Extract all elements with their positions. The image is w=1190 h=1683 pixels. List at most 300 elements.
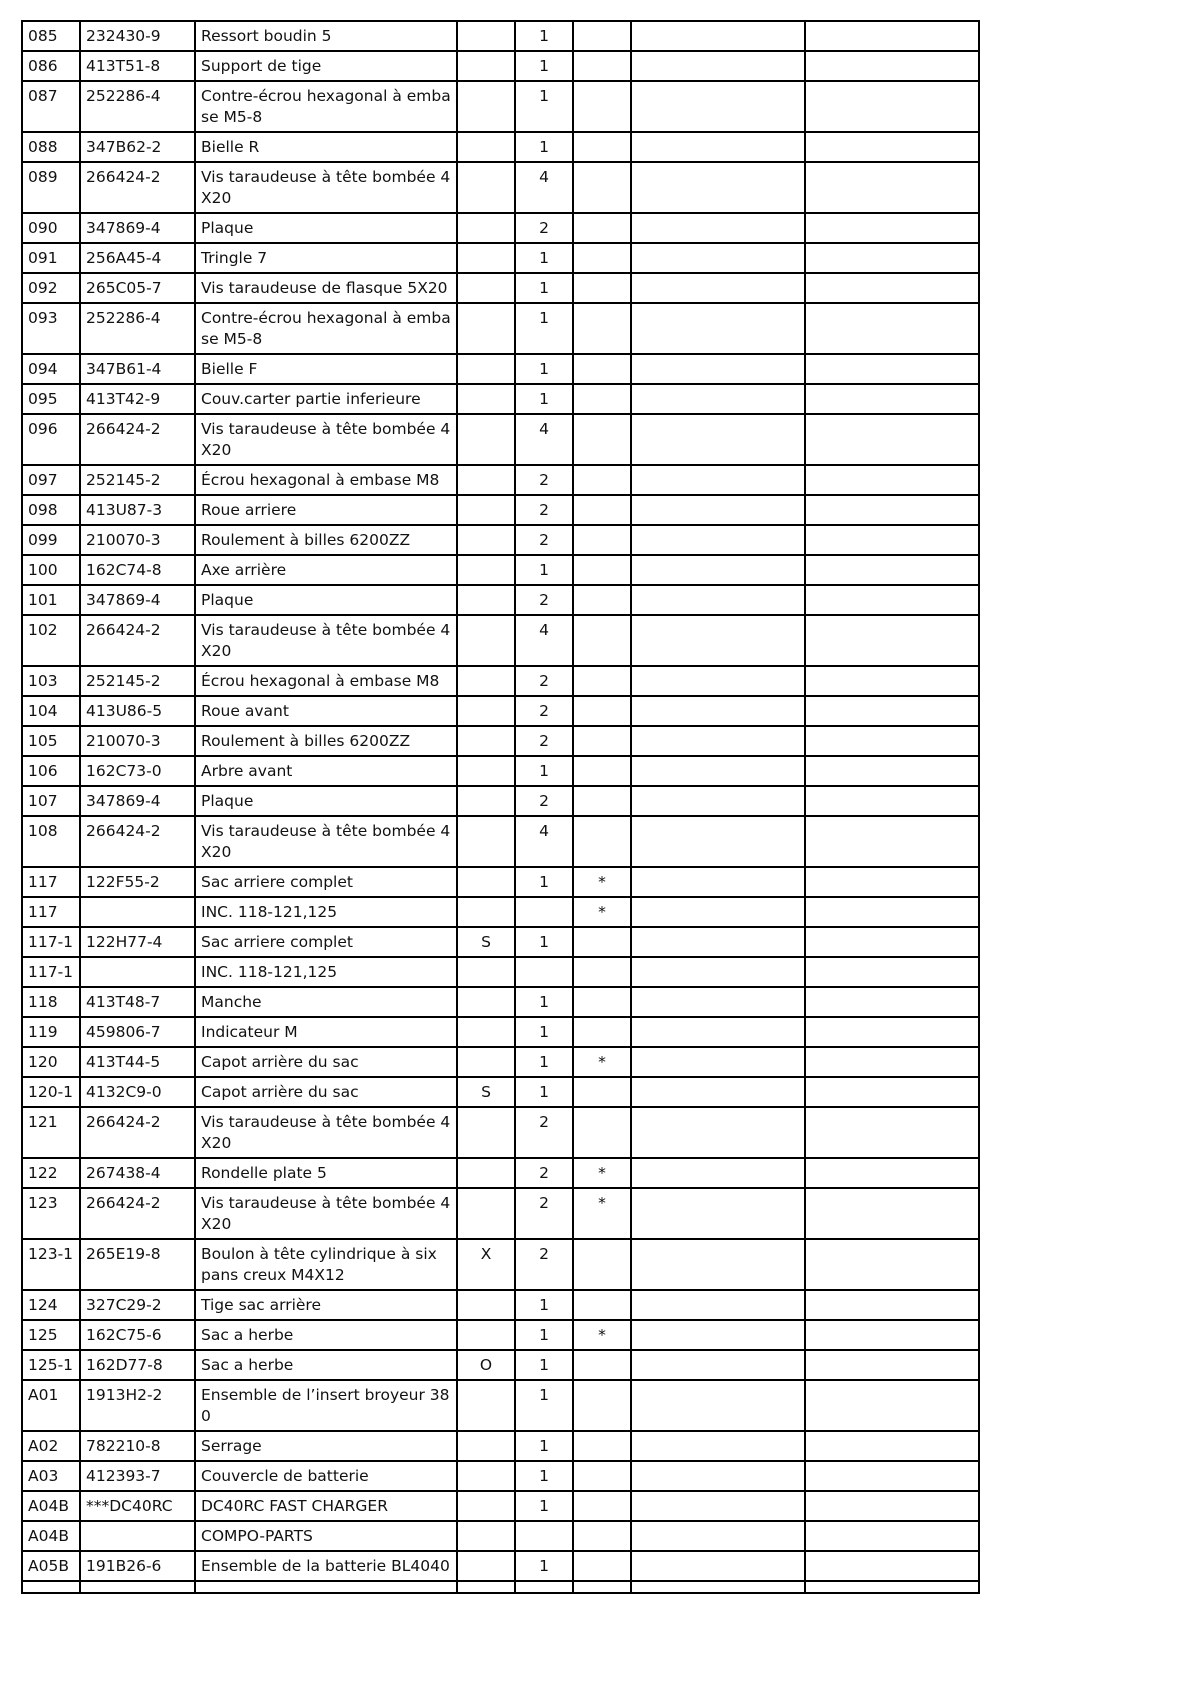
item-number-cell: 085: [22, 21, 80, 51]
empty-cell: [631, 414, 805, 465]
item-number-cell: 093: [22, 303, 80, 354]
description-cell: Écrou hexagonal à embase M8: [195, 666, 457, 696]
item-number-cell: 106: [22, 756, 80, 786]
empty-cell: [805, 696, 979, 726]
table-row: [22, 696, 979, 726]
empty-cell: [631, 615, 805, 666]
table-row: [22, 21, 979, 51]
empty-cell: [805, 81, 979, 132]
empty-cell: [631, 21, 805, 51]
description-cell: Couv.carter partie inferieure: [195, 384, 457, 414]
note-cell: [573, 957, 631, 987]
note-cell: [573, 303, 631, 354]
note-cell: [573, 1431, 631, 1461]
part-reference-cell: 266424-2: [80, 1107, 195, 1158]
item-number-cell: 123: [22, 1188, 80, 1239]
note-cell: [573, 585, 631, 615]
part-reference-cell: 413U87-3: [80, 495, 195, 525]
note-cell: [573, 1491, 631, 1521]
item-number-cell: 125-1: [22, 1350, 80, 1380]
description-cell: Écrou hexagonal à embase M8: [195, 465, 457, 495]
table-row: [22, 1158, 979, 1188]
empty-cell: [631, 1158, 805, 1188]
empty-cell: [631, 162, 805, 213]
note-cell: *: [573, 1320, 631, 1350]
quantity-cell: 2: [515, 585, 573, 615]
quantity-cell: 2: [515, 1158, 573, 1188]
note-cell: [573, 615, 631, 666]
note-cell: [573, 414, 631, 465]
item-number-cell: 122: [22, 1158, 80, 1188]
part-reference-cell: 266424-2: [80, 816, 195, 867]
table-row: [22, 1551, 979, 1581]
note-cell: [573, 786, 631, 816]
note-cell: [573, 384, 631, 414]
quantity-cell: 1: [515, 1380, 573, 1431]
empty-cell: [631, 585, 805, 615]
description-cell: Vis taraudeuse à tête bombée 4X20: [195, 414, 457, 465]
description-cell: Serrage: [195, 1431, 457, 1461]
item-number-cell: 090: [22, 213, 80, 243]
table-row: [22, 81, 979, 132]
table-row: [22, 525, 979, 555]
quantity-cell: 1: [515, 987, 573, 1017]
description-cell: Contre-écrou hexagonal à embase M5-8: [195, 303, 457, 354]
item-number-cell: A03: [22, 1461, 80, 1491]
note-cell: [573, 51, 631, 81]
part-reference-cell: 252145-2: [80, 465, 195, 495]
part-reference-cell: 122H77-4: [80, 927, 195, 957]
part-reference-cell: 412393-7: [80, 1461, 195, 1491]
note-cell: *: [573, 867, 631, 897]
empty-cell: [631, 555, 805, 585]
description-cell: Capot arrière du sac: [195, 1047, 457, 1077]
part-reference-cell: 413U86-5: [80, 696, 195, 726]
note-cell: [573, 1290, 631, 1320]
description-cell: INC. 118-121,125: [195, 957, 457, 987]
table-row: [22, 1521, 979, 1551]
table-row: [22, 927, 979, 957]
table-row: [22, 1290, 979, 1320]
description-cell: Tige sac arrière: [195, 1290, 457, 1320]
item-number-cell: 105: [22, 726, 80, 756]
note-cell: [573, 1077, 631, 1107]
note-cell: *: [573, 897, 631, 927]
note-cell: [573, 243, 631, 273]
note-cell: [573, 525, 631, 555]
table-row: [22, 465, 979, 495]
variant-code-cell: [457, 1521, 515, 1551]
empty-cell: [805, 867, 979, 897]
empty-cell: [631, 243, 805, 273]
empty-cell: [805, 1380, 979, 1431]
empty-cell: [805, 1188, 979, 1239]
table-row: [22, 555, 979, 585]
variant-code-cell: [457, 162, 515, 213]
empty-cell: [805, 1077, 979, 1107]
item-number-cell: 123-1: [22, 1239, 80, 1290]
note-cell: [573, 162, 631, 213]
empty-cell: [631, 132, 805, 162]
empty-cell: [805, 555, 979, 585]
variant-code-cell: [457, 1320, 515, 1350]
variant-code-cell: [457, 696, 515, 726]
empty-cell: [631, 465, 805, 495]
variant-code-cell: [457, 21, 515, 51]
table-row: [22, 213, 979, 243]
part-reference-cell: 347869-4: [80, 786, 195, 816]
empty-cell: [805, 414, 979, 465]
quantity-cell: 1: [515, 384, 573, 414]
variant-code-cell: [457, 384, 515, 414]
item-number-cell: 124: [22, 1290, 80, 1320]
variant-code-cell: [457, 1380, 515, 1431]
item-number-cell: 094: [22, 354, 80, 384]
variant-code-cell: [457, 897, 515, 927]
description-cell: Bielle R: [195, 132, 457, 162]
empty-cell: [631, 867, 805, 897]
part-reference-cell: 327C29-2: [80, 1290, 195, 1320]
empty-cell: [631, 816, 805, 867]
empty-cell: [631, 927, 805, 957]
part-reference-cell: 256A45-4: [80, 243, 195, 273]
empty-cell: [805, 1047, 979, 1077]
part-reference-cell: 252286-4: [80, 81, 195, 132]
empty-cell: [805, 615, 979, 666]
empty-cell: [805, 1017, 979, 1047]
description-cell: Vis taraudeuse à tête bombée 4X20: [195, 615, 457, 666]
note-cell: *: [573, 1188, 631, 1239]
item-number-cell: 119: [22, 1017, 80, 1047]
quantity-cell: 1: [515, 51, 573, 81]
empty-cell: [631, 525, 805, 555]
table-row: [22, 354, 979, 384]
table-row: [22, 243, 979, 273]
item-number-cell: 117: [22, 867, 80, 897]
item-number-cell: A04B: [22, 1521, 80, 1551]
quantity-cell: 1: [515, 1077, 573, 1107]
description-cell: Ensemble de la batterie BL4040: [195, 1551, 457, 1581]
item-number-cell: 095: [22, 384, 80, 414]
table-row: [22, 816, 979, 867]
item-number-cell: 108: [22, 816, 80, 867]
empty-cell: [805, 465, 979, 495]
note-cell: [573, 555, 631, 585]
part-reference-cell: 232430-9: [80, 21, 195, 51]
variant-code-cell: [457, 243, 515, 273]
description-cell: Sac arriere complet: [195, 867, 457, 897]
description-cell: Roulement à billes 6200ZZ: [195, 525, 457, 555]
part-reference-cell: 162D77-8: [80, 1350, 195, 1380]
description-cell: Vis taraudeuse à tête bombée 4X20: [195, 1188, 457, 1239]
item-number-cell: 125: [22, 1320, 80, 1350]
empty-cell: [631, 1461, 805, 1491]
empty-cell: [631, 726, 805, 756]
part-reference-cell: ***DC40RC: [80, 1491, 195, 1521]
variant-code-cell: [457, 354, 515, 384]
description-cell: COMPO-PARTS: [195, 1521, 457, 1551]
part-reference-cell: 162C73-0: [80, 756, 195, 786]
empty-cell: [22, 1581, 80, 1593]
item-number-cell: 099: [22, 525, 80, 555]
note-cell: [573, 465, 631, 495]
description-cell: Support de tige: [195, 51, 457, 81]
empty-cell: [631, 897, 805, 927]
empty-cell: [805, 303, 979, 354]
item-number-cell: 117-1: [22, 957, 80, 987]
note-cell: [573, 1380, 631, 1431]
quantity-cell: 1: [515, 867, 573, 897]
empty-cell: [573, 1581, 631, 1593]
empty-cell: [805, 1158, 979, 1188]
description-cell: Plaque: [195, 786, 457, 816]
empty-cell: [631, 495, 805, 525]
quantity-cell: 2: [515, 696, 573, 726]
note-cell: [573, 132, 631, 162]
part-reference-cell: 413T42-9: [80, 384, 195, 414]
variant-code-cell: O: [457, 1350, 515, 1380]
quantity-cell: 1: [515, 756, 573, 786]
note-cell: [573, 666, 631, 696]
empty-cell: [805, 666, 979, 696]
empty-cell: [805, 243, 979, 273]
empty-cell: [631, 303, 805, 354]
description-cell: Plaque: [195, 585, 457, 615]
variant-code-cell: [457, 81, 515, 132]
part-reference-cell: 191B26-6: [80, 1551, 195, 1581]
part-reference-cell: 162C74-8: [80, 555, 195, 585]
empty-cell: [805, 354, 979, 384]
note-cell: [573, 1521, 631, 1551]
quantity-cell: 4: [515, 414, 573, 465]
item-number-cell: 097: [22, 465, 80, 495]
empty-cell: [631, 666, 805, 696]
variant-code-cell: S: [457, 1077, 515, 1107]
note-cell: [573, 495, 631, 525]
variant-code-cell: [457, 585, 515, 615]
quantity-cell: 2: [515, 213, 573, 243]
empty-cell: [805, 786, 979, 816]
empty-cell: [805, 21, 979, 51]
note-cell: [573, 273, 631, 303]
empty-cell: [805, 1350, 979, 1380]
empty-cell: [805, 1320, 979, 1350]
note-cell: [573, 987, 631, 1017]
quantity-cell: 1: [515, 1290, 573, 1320]
variant-code-cell: [457, 555, 515, 585]
item-number-cell: A02: [22, 1431, 80, 1461]
note-cell: [573, 81, 631, 132]
item-number-cell: 120-1: [22, 1077, 80, 1107]
variant-code-cell: [457, 1461, 515, 1491]
variant-code-cell: [457, 465, 515, 495]
table-row: [22, 987, 979, 1017]
note-cell: [573, 1107, 631, 1158]
note-cell: *: [573, 1158, 631, 1188]
quantity-cell: 2: [515, 786, 573, 816]
quantity-cell: [515, 897, 573, 927]
quantity-cell: 2: [515, 525, 573, 555]
variant-code-cell: [457, 213, 515, 243]
description-cell: Sac arriere complet: [195, 927, 457, 957]
description-cell: Tringle 7: [195, 243, 457, 273]
empty-cell: [805, 1521, 979, 1551]
table-row: [22, 756, 979, 786]
table-row: [22, 132, 979, 162]
item-number-cell: 107: [22, 786, 80, 816]
description-cell: Rondelle plate 5: [195, 1158, 457, 1188]
part-reference-cell: 4132C9-0: [80, 1077, 195, 1107]
part-reference-cell: 266424-2: [80, 414, 195, 465]
part-reference-cell: 265E19-8: [80, 1239, 195, 1290]
variant-code-cell: [457, 1017, 515, 1047]
empty-cell: [631, 987, 805, 1017]
part-reference-cell: 347869-4: [80, 213, 195, 243]
table-row: [22, 1077, 979, 1107]
quantity-cell: 2: [515, 495, 573, 525]
part-reference-cell: 347869-4: [80, 585, 195, 615]
item-number-cell: 104: [22, 696, 80, 726]
empty-cell: [805, 495, 979, 525]
description-cell: Sac a herbe: [195, 1350, 457, 1380]
note-cell: [573, 816, 631, 867]
empty-cell: [805, 957, 979, 987]
empty-cell: [631, 1107, 805, 1158]
variant-code-cell: [457, 786, 515, 816]
part-reference-cell: 267438-4: [80, 1158, 195, 1188]
empty-cell: [805, 1239, 979, 1290]
table-row: [22, 495, 979, 525]
variant-code-cell: [457, 1551, 515, 1581]
note-cell: [573, 756, 631, 786]
item-number-cell: 118: [22, 987, 80, 1017]
table-row: [22, 414, 979, 465]
quantity-cell: 1: [515, 21, 573, 51]
part-reference-cell: 266424-2: [80, 615, 195, 666]
part-reference-cell: 782210-8: [80, 1431, 195, 1461]
table-row: [22, 303, 979, 354]
parts-table-body: [22, 21, 979, 1593]
quantity-cell: 1: [515, 1551, 573, 1581]
variant-code-cell: [457, 666, 515, 696]
item-number-cell: 091: [22, 243, 80, 273]
description-cell: Sac a herbe: [195, 1320, 457, 1350]
empty-cell: [631, 1521, 805, 1551]
empty-cell: [631, 1320, 805, 1350]
empty-cell: [805, 1107, 979, 1158]
variant-code-cell: [457, 1158, 515, 1188]
quantity-cell: 1: [515, 1350, 573, 1380]
item-number-cell: 092: [22, 273, 80, 303]
empty-cell: [631, 1077, 805, 1107]
empty-cell: [631, 384, 805, 414]
empty-cell: [631, 957, 805, 987]
variant-code-cell: [457, 132, 515, 162]
table-row: [22, 1107, 979, 1158]
item-number-cell: 086: [22, 51, 80, 81]
quantity-cell: 2: [515, 666, 573, 696]
table-row: [22, 1461, 979, 1491]
description-cell: Vis taraudeuse à tête bombée 4X20: [195, 816, 457, 867]
empty-cell: [631, 1350, 805, 1380]
item-number-cell: A05B: [22, 1551, 80, 1581]
empty-cell: [805, 525, 979, 555]
item-number-cell: 089: [22, 162, 80, 213]
empty-cell: [805, 756, 979, 786]
item-number-cell: A01: [22, 1380, 80, 1431]
part-reference-cell: 413T44-5: [80, 1047, 195, 1077]
empty-cell: [805, 1431, 979, 1461]
quantity-cell: 1: [515, 1047, 573, 1077]
quantity-cell: 2: [515, 1239, 573, 1290]
description-cell: Roue arriere: [195, 495, 457, 525]
quantity-cell: 1: [515, 1320, 573, 1350]
variant-code-cell: X: [457, 1239, 515, 1290]
description-cell: Ressort boudin 5: [195, 21, 457, 51]
quantity-cell: [515, 1521, 573, 1551]
item-number-cell: 121: [22, 1107, 80, 1158]
empty-cell: [631, 696, 805, 726]
empty-cell: [805, 162, 979, 213]
empty-cell: [631, 273, 805, 303]
part-reference-cell: 265C05-7: [80, 273, 195, 303]
variant-code-cell: [457, 816, 515, 867]
empty-cell: [631, 1017, 805, 1047]
variant-code-cell: [457, 273, 515, 303]
note-cell: [573, 1239, 631, 1290]
part-reference-cell: 252145-2: [80, 666, 195, 696]
part-reference-cell: 413T51-8: [80, 51, 195, 81]
empty-cell: [805, 1290, 979, 1320]
table-row: [22, 1380, 979, 1431]
table-row: [22, 726, 979, 756]
empty-cell: [631, 1047, 805, 1077]
quantity-cell: 1: [515, 303, 573, 354]
table-row: [22, 585, 979, 615]
empty-cell: [631, 1380, 805, 1431]
description-cell: Couvercle de batterie: [195, 1461, 457, 1491]
variant-code-cell: [457, 1290, 515, 1320]
empty-cell: [805, 213, 979, 243]
variant-code-cell: [457, 1047, 515, 1077]
quantity-cell: 1: [515, 927, 573, 957]
note-cell: [573, 927, 631, 957]
description-cell: Bielle F: [195, 354, 457, 384]
item-number-cell: A04B: [22, 1491, 80, 1521]
quantity-cell: 2: [515, 465, 573, 495]
quantity-cell: 1: [515, 273, 573, 303]
description-cell: Arbre avant: [195, 756, 457, 786]
quantity-cell: 1: [515, 132, 573, 162]
empty-cell: [631, 81, 805, 132]
variant-code-cell: [457, 615, 515, 666]
empty-cell: [631, 1431, 805, 1461]
table-row: [22, 1431, 979, 1461]
item-number-cell: 102: [22, 615, 80, 666]
description-cell: Roulement à billes 6200ZZ: [195, 726, 457, 756]
part-reference-cell: 266424-2: [80, 1188, 195, 1239]
quantity-cell: 4: [515, 615, 573, 666]
description-cell: Vis taraudeuse à tête bombée 4X20: [195, 1107, 457, 1158]
quantity-cell: 2: [515, 1188, 573, 1239]
part-reference-cell: 162C75-6: [80, 1320, 195, 1350]
empty-cell: [457, 1581, 515, 1593]
description-cell: INC. 118-121,125: [195, 897, 457, 927]
part-reference-cell: 413T48-7: [80, 987, 195, 1017]
table-row: [22, 867, 979, 897]
quantity-cell: 1: [515, 555, 573, 585]
item-number-cell: 117-1: [22, 927, 80, 957]
